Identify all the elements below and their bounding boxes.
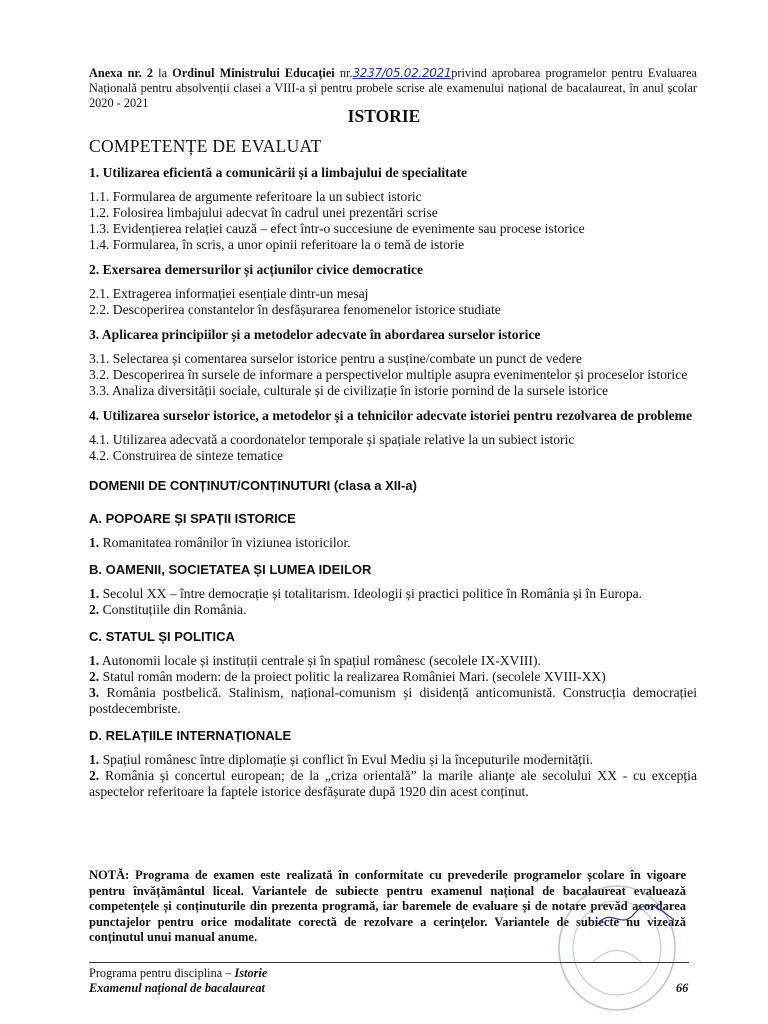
page-title: ISTORIE — [347, 106, 421, 126]
competence-item: 2.1. Extragerea informației esențiale dintr-un mesaj — [89, 286, 369, 301]
content-item-number: 3. — [89, 685, 100, 700]
content-item-text: Spațiul românesc între diplomație și conflict în Evul Mediu și la începuturile modernității. — [99, 752, 593, 767]
header-nr: nr. — [334, 66, 353, 80]
competence-title: 4. Utilizarea surselor istorice, a metodelor și a tehnicilor adecvate istoriei pentru rezolvarea de probleme — [89, 408, 693, 423]
content-item-text: Secolul XX – între democrație și totalitarism. Ideologii și practici politice în România și în Europa. — [99, 586, 643, 601]
document-footer — [89, 966, 267, 996]
competence-group — [89, 408, 697, 464]
domain-block — [89, 629, 697, 717]
competence-group — [89, 327, 697, 399]
competence-title: 2. Exersarea demersurilor și acțiunilor civice democratice — [89, 262, 424, 277]
competence-item: 4.1. Utilizarea adecvată a coordonatelor temporale și spațiale relative la un subiect istoric — [89, 432, 575, 447]
competence-item: 3.2. Descoperirea în sursele de informare a perspectivelor multiple asupra evenimentelor și proceselor istorice — [89, 367, 688, 382]
competence-group — [89, 262, 697, 318]
content-item-text: România postbelică. Stalinism, național-comunism și disidență anticomunistă. Construcția democrației postdecembriste. — [89, 685, 697, 716]
content-item-text: Statul român modern: de la proiect politic la realizarea României Mari. (secolele XVIII-XX) — [99, 669, 606, 684]
content-item-text: Constituțiile din România. — [99, 602, 247, 617]
content-item — [89, 653, 697, 669]
domain-title: C. STATUL ȘI POLITICA — [89, 629, 235, 644]
competence-title: 1. Utilizarea eficientă a comunicării și a limbajului de specialitate — [89, 165, 468, 180]
domenii-list — [89, 511, 697, 800]
domain-block — [89, 511, 697, 551]
content-item-text: România și concertul european; de la „criza orientală” la marile alianțe ale secolului XX - cu excepția aspectelor referitoare la faptele istorice desfășurate după 1920 din acest conținut. — [89, 768, 697, 799]
competence-item: 1.2. Folosirea limbajului adecvat în cadrul unei prezentări scrise — [89, 205, 438, 220]
domenii-heading: DOMENII DE CONȚINUT/CONȚINUTURI (clasa a XII-a) — [89, 478, 417, 493]
content-item — [89, 768, 697, 800]
footer-line-2: Examenul național de bacalaureat — [89, 981, 265, 995]
content-item — [89, 586, 697, 602]
content-item — [89, 669, 697, 685]
domain-block — [89, 728, 697, 800]
competence-item: 1.3. Evidențierea relației cauză – efect într-o succesiune de evenimente sau procese istorice — [89, 221, 585, 236]
competence-group — [89, 165, 697, 253]
domain-block — [89, 562, 697, 618]
competence-item: 2.2. Descoperirea constantelor în desfășurarea fenomenelor istorice studiate — [89, 302, 501, 317]
footer-subject: Istorie — [234, 966, 268, 980]
document-header — [89, 66, 697, 111]
content-item-number: 1. — [89, 752, 100, 767]
content-item — [89, 752, 697, 768]
domain-title: B. OAMENII, SOCIETATEA ȘI LUMEA IDEILOR — [89, 562, 372, 577]
content-item-text: Romanitatea românilor în viziunea istoricilor. — [99, 535, 351, 550]
content-item-number: 2. — [89, 602, 100, 617]
official-stamp — [552, 868, 682, 1018]
competence-item: 3.3. Analiza diversității sociale, culturale și de civilizație în istorie pornind de la sursele istorice — [89, 383, 609, 398]
content-item-text: Autonomii locale și instituții centrale și în spațiul românesc (secolele IX-XVIII). — [99, 653, 541, 668]
note-paragraph: NOTĂ: Programa de examen este realizată în conformitate cu prevederile programelor școlare în vigoare pentru învățământul liceal. Variantele de subiecte pentru examenul național de bacalaureat evaluează competențele și conținuturile din prezenta programă, iar baremele de evaluare și de notare prevăd acordarea punctajelor pentru orice modalitate corectă de rezolvare a cerințelor. Variantele de subiecte nu vizează conținutul unui manual anume. — [89, 868, 686, 944]
content-item — [89, 602, 697, 618]
page-number: 66 — [676, 981, 689, 995]
content-item-number: 1. — [89, 586, 100, 601]
content-item-number: 1. — [89, 535, 100, 550]
annex-label: Anexa nr. 2 — [89, 66, 154, 80]
competence-item: 3.1. Selectarea și comentarea surselor istorice pentru a susține/combate un punct de vedere — [89, 351, 582, 366]
competence-item: 1.4. Formularea, în scris, a unor opinii referitoare la o temă de istorie — [89, 237, 465, 252]
content-item-number: 2. — [89, 768, 100, 783]
header-rest: privind aprobarea programelor pentru Evaluarea Națională pentru absolvenții clasei a VIII-a și pentru probele scrise ale examenului național de bacalaureat, în anul școlar 2020 - 2021 — [89, 66, 697, 110]
footer-line-1: Programa pentru disciplina – Istorie — [89, 966, 268, 980]
content-item — [89, 685, 697, 717]
content-item-number: 2. — [89, 669, 100, 684]
competente-heading: COMPETENȚE DE EVALUAT — [89, 136, 322, 156]
header-la: la — [153, 66, 173, 80]
footer-divider — [89, 962, 689, 963]
main-content — [89, 132, 697, 811]
handwritten-order-number: 3237/05.02.2021 — [352, 66, 452, 80]
competence-item: 1.1. Formularea de argumente referitoare la un subiect istoric — [89, 189, 422, 204]
content-item — [89, 535, 697, 551]
competence-title: 3. Aplicarea principiilor și a metodelor adecvate în abordarea surselor istorice — [89, 327, 541, 342]
signature-mark — [596, 902, 676, 932]
domain-title: D. RELAȚIILE INTERNAȚIONALE — [89, 728, 292, 743]
content-item-number: 1. — [89, 653, 100, 668]
competente-list — [89, 165, 697, 464]
ordin-label: Ordinul Ministrului Educației — [172, 66, 335, 80]
competence-item: 4.2. Construirea de sinteze tematice — [89, 448, 284, 463]
domain-title: A. POPOARE ȘI SPAȚII ISTORICE — [89, 511, 296, 526]
